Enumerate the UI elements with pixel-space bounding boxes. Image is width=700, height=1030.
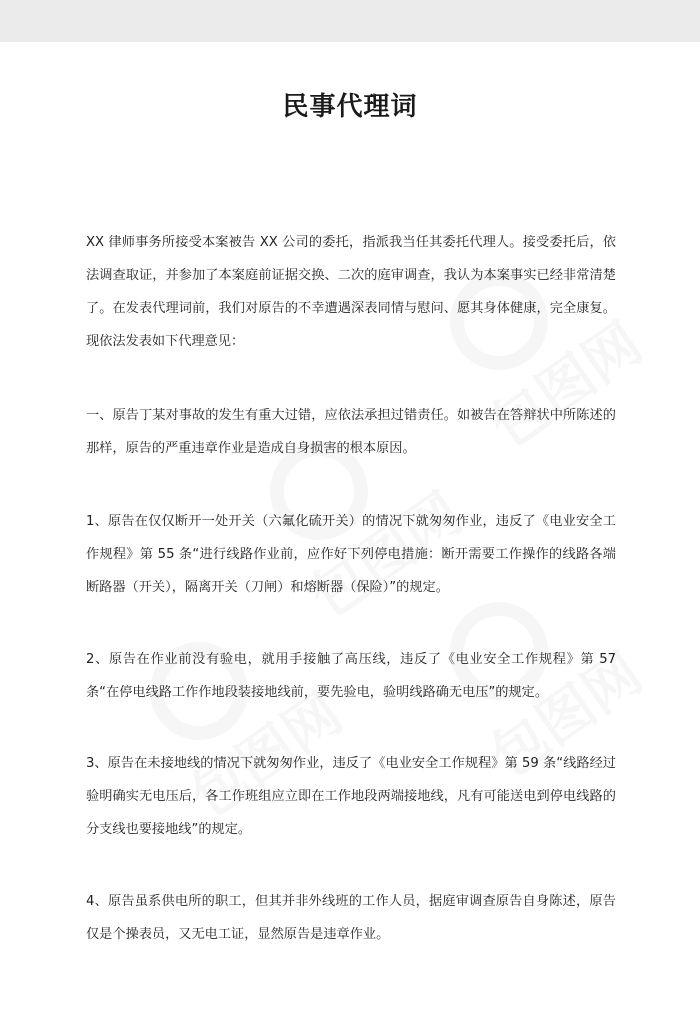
paragraph-item-1: 1、原告在仅仅断开一处开关（六氟化硫开关）的情况下就匆匆作业，违反了《电业安全工作规程》第 55 条“进行线路作业前，应作好下列停电措施：断开需要工作操作的线路各端断路器（开关），隔离开关（刀闸）和熔断器（保险）”的规定。 (86, 514, 616, 595)
paragraph-point-1: 一、原告丁某对事故的发生有重大过错，应依法承担过错责任。如被告在答辩状中所陈述的那样，原告的严重违章作业是造成自身损害的根本原因。 (86, 408, 616, 456)
document-title: 民事代理词 (282, 92, 418, 122)
paragraph-intro: XX 律师事务所接受本案被告 XX 公司的委托，指派我当任其委托代理人。接受委托后，依法调查取证，并参加了本案庭前证据交换、二次的庭审调查，我认为本案事实已经非常清楚了。在发表代理词前，我们对原告的不幸遭遇深表同情与慰问、愿其身体健康，完全康复。现依法发表如下代理意见： (86, 235, 616, 349)
paragraph-item-4: 4、原告虽系供电所的职工，但其并非外线班的工作人员，据庭审调查原告自身陈述，原告仅是个操表员，又无电工证，显然原告是违章作业。 (86, 894, 616, 942)
top-band (0, 0, 700, 42)
paragraph-item-2: 2、原告在作业前没有验电，就用手接触了高压线，违反了《电业安全工作规程》第 57 条“在停电线路工作作地段装接地线前，要先验电，验明线路确无电压”的规定。 (86, 652, 616, 700)
paragraph-item-3: 3、原告在未接地线的情况下就匆匆作业，违反了《电业安全工作规程》第 59 条“线路经过验明确实无电压后，各工作班组应立即在工作地段两端接地线，凡有可能送电到停电线路的分支线也要接地线”的规定。 (86, 756, 616, 837)
